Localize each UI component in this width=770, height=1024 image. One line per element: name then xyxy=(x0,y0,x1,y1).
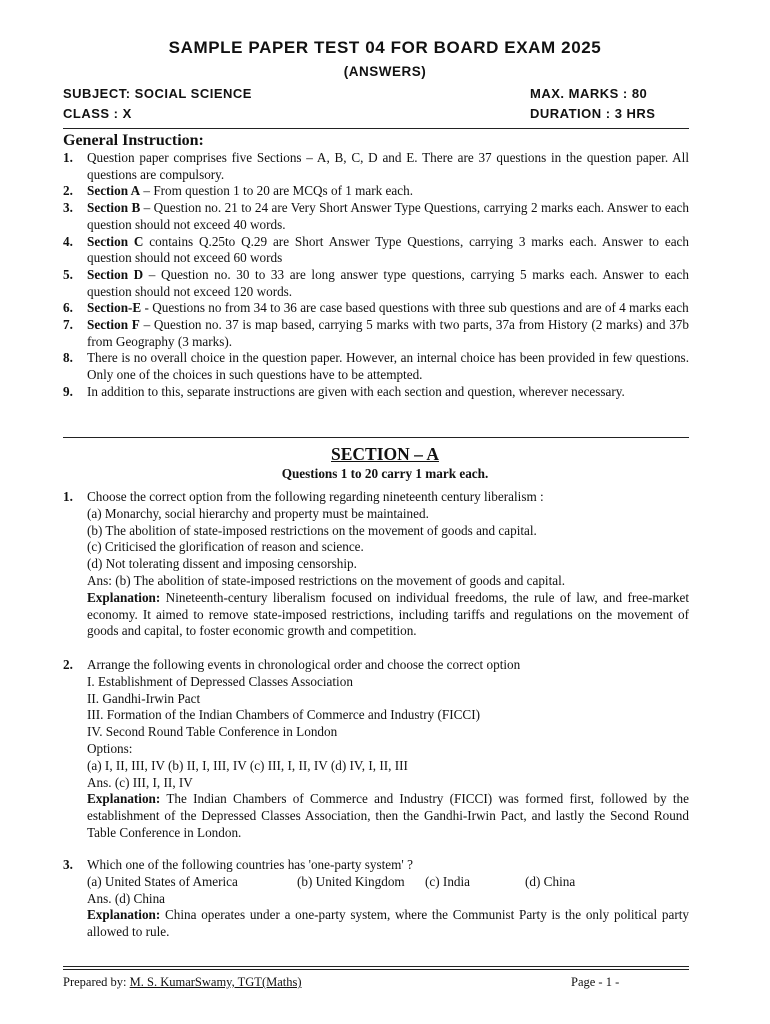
page-title: SAMPLE PAPER TEST 04 FOR BOARD EXAM 2025 xyxy=(168,38,602,57)
instruction-number: 9. xyxy=(63,383,73,399)
subject-label: SUBJECT: SOCIAL SCIENCE xyxy=(63,86,252,101)
explanation xyxy=(87,907,689,941)
duration-label: DURATION : 3 HRS xyxy=(530,106,656,121)
instruction-number: 1. xyxy=(63,150,73,165)
question-stem: Arrange the following events in chronological order and choose the correct option xyxy=(87,657,521,672)
question-number: 3. xyxy=(63,857,73,872)
instruction-text: There is no overall choice in the question paper. However, an internal choice has been provided in few questions. Only one of the choices in such questions have to be attempted. xyxy=(87,350,689,383)
footer-prepared-by xyxy=(63,975,302,990)
option-c: (c) Criticised the glorification of reason and science. xyxy=(87,539,364,555)
instruction-number: 7. xyxy=(63,317,73,333)
question-number: 2. xyxy=(63,657,73,672)
option-b: (b) United Kingdom xyxy=(297,873,405,889)
options-line: (a) I, II, III, IV (b) II, I, III, IV (c) III, I, II, IV (d) IV, I, II, III xyxy=(87,757,408,773)
max-marks-label: MAX. MARKS : 80 xyxy=(530,86,648,101)
instruction-section-label: Section D xyxy=(87,266,144,282)
instruction-number: 4. xyxy=(63,233,73,249)
instruction-text: – Question no. 30 to 33 are long answer type questions, carrying 5 marks each. Answer to each question should not exceed 120 words. xyxy=(87,266,689,299)
event-item: I. Establishment of Depressed Classes Association xyxy=(87,673,353,689)
class-label: CLASS : X xyxy=(63,106,132,121)
option-a: (a) Monarchy, social hierarchy and property must be maintained. xyxy=(87,505,429,521)
instruction-item xyxy=(63,234,689,267)
page-number: Page - 1 - xyxy=(571,975,620,989)
explanation-label: Explanation: xyxy=(87,907,161,923)
event-item: IV. Second Round Table Conference in London xyxy=(87,724,338,740)
instruction-text: – Question no. 21 to 24 are Very Short Answer Type Questions, carrying 2 marks each. Answer to each question should not exceed 40 words. xyxy=(87,200,689,232)
instruction-number: 8. xyxy=(63,350,73,366)
event-item: II. Gandhi-Irwin Pact xyxy=(87,690,201,706)
explanation-label: Explanation: xyxy=(87,791,161,807)
option-b: (b) The abolition of state-imposed restrictions on the movement of goods and capital. xyxy=(87,522,537,538)
footer-divider xyxy=(63,969,689,970)
instruction-text: – From question 1 to 20 are MCQs of 1 mark each. xyxy=(140,183,413,199)
instruction-text: Question paper comprises five Sections – A, B, C, D and E. There are 37 questions in the question paper. All questions are compulsory. xyxy=(87,150,689,182)
instruction-item xyxy=(63,317,689,350)
option-a: (a) United States of America xyxy=(87,873,238,889)
author-name: M. S. KumarSwamy, TGT(Maths) xyxy=(129,975,302,989)
instruction-section-label: Section-E xyxy=(87,300,142,316)
instruction-item xyxy=(63,183,689,200)
instruction-text: - Questions no from 34 to 36 are case based questions with three sub questions and are of 4 marks each xyxy=(141,300,689,316)
section-title: SECTION – A xyxy=(331,444,439,464)
options-label: Options: xyxy=(87,740,133,756)
instruction-number: 6. xyxy=(63,300,73,316)
instruction-item xyxy=(63,200,689,233)
instruction-item xyxy=(63,300,689,317)
prepared-label: Prepared by: xyxy=(63,975,130,989)
instruction-number: 5. xyxy=(63,266,73,282)
question-2 xyxy=(63,657,689,842)
option-d: (d) Not tolerating dissent and imposing censorship. xyxy=(87,556,357,572)
explanation-text: China operates under a one-party system, where the Communist Party is the only political party allowed to rule. xyxy=(87,907,689,940)
instruction-item xyxy=(63,267,689,300)
instruction-text: – Question no. 37 is map based, carrying 5 marks with two parts, 37a from History (2 marks) and 37b from Geography (3 marks). xyxy=(87,317,689,349)
answer: Ans. (d) China xyxy=(87,890,166,906)
question-1 xyxy=(63,489,689,640)
instruction-item xyxy=(63,350,689,383)
explanation-text: Nineteenth-century liberalism focused on individual freedoms, the rule of law, and free-market economy. It aimed to remove state-imposed restrictions, including tariffs and regulations on the movement of goods and capital, to foster economic growth and competition. xyxy=(87,589,689,639)
option-d: (d) China xyxy=(525,873,576,889)
instruction-text: contains Q.25to Q.29 are Short Answer Type Questions, carrying 3 marks each. Answer to each question should not exceed 60 words xyxy=(87,233,689,266)
instruction-section-label: Section F xyxy=(87,317,140,333)
page-subtitle: (ANSWERS) xyxy=(343,64,427,79)
explanation-text: The Indian Chambers of Commerce and Industry (FICCI) was formed first, followed by the establishment of the Depressed Classes Association, then the Gandhi-Irwin Pact, and lastly the Second Round Table Conference in London. xyxy=(87,791,689,840)
option-c: (c) India xyxy=(425,873,471,889)
explanation xyxy=(87,791,689,841)
event-item: III. Formation of the Indian Chambers of Commerce and Industry (FICCI) xyxy=(87,707,480,723)
section-note: Questions 1 to 20 carry 1 mark each. xyxy=(281,466,489,481)
question-stem: Choose the correct option from the following regarding nineteenth century liberalism : xyxy=(87,489,544,504)
answer: Ans: (b) The abolition of state-imposed restrictions on the movement of goods and capital. xyxy=(87,572,566,588)
instruction-section-label: Section A xyxy=(87,183,141,199)
instructions-heading: General Instruction: xyxy=(63,132,204,149)
instruction-section-label: Section C xyxy=(87,233,144,249)
explanation xyxy=(87,590,689,640)
question-3 xyxy=(63,857,689,941)
question-stem: Which one of the following countries has 'one-party system' ? xyxy=(87,857,413,872)
question-number: 1. xyxy=(63,489,73,504)
footer-divider xyxy=(63,966,689,967)
instructions-divider xyxy=(63,437,689,438)
instruction-number: 3. xyxy=(63,200,73,216)
instruction-number: 2. xyxy=(63,183,73,199)
instruction-section-label: Section B xyxy=(87,200,141,216)
instruction-text: In addition to this, separate instructions are given with each section and question, wherever necessary. xyxy=(87,383,625,399)
options-line xyxy=(87,874,689,891)
instruction-item xyxy=(63,150,689,183)
instruction-item xyxy=(63,384,689,401)
instructions-list xyxy=(63,150,689,401)
answer: Ans. (c) III, I, II, IV xyxy=(87,774,193,790)
explanation-label: Explanation: xyxy=(87,589,161,605)
header-divider xyxy=(63,128,689,129)
